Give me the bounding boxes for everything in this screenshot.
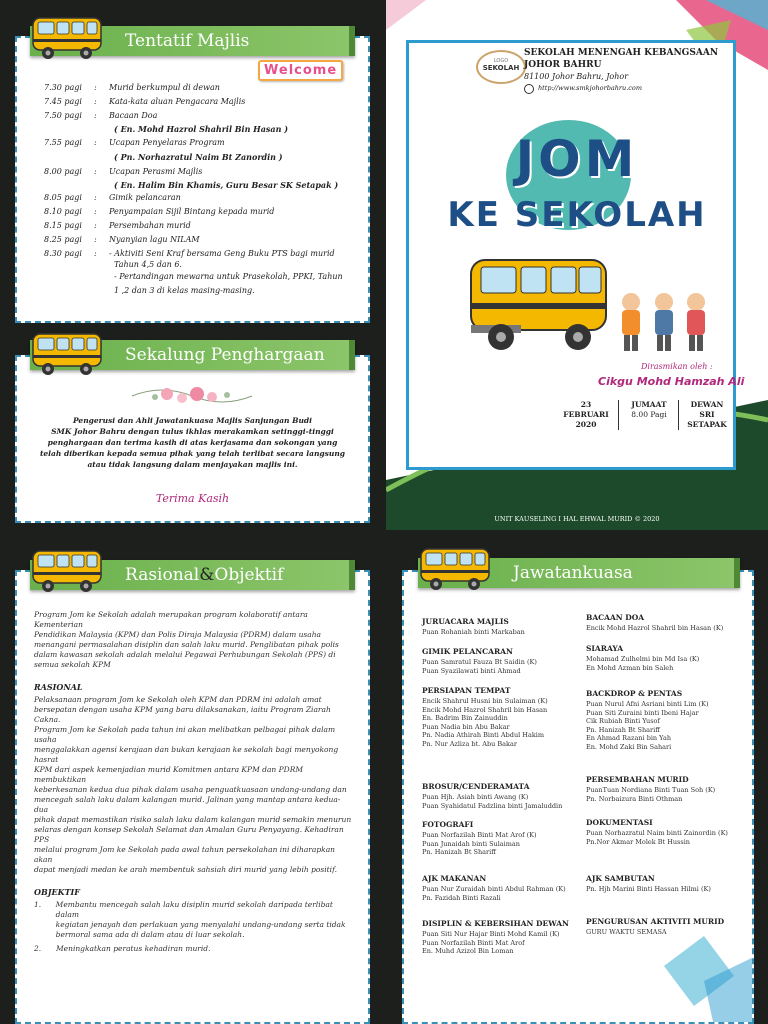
rasional-title-a: Rasional xyxy=(125,565,200,585)
intro-line: dalam kawasan sekolah adalah melalui Pegawai Perhubungan Sekolah (PPS) di xyxy=(34,650,336,659)
tentatif-extra: - Pertandingan mewarna untuk Prasekolah, PPKI, Tahun xyxy=(114,272,343,281)
objektif-num: 1. xyxy=(34,900,42,909)
rasional-line: mencegah salah laku dalam kalangan murid. Jalinan yang mantap antara kedua-dua xyxy=(34,795,341,814)
committee-member: En. Muhd Azizol Bin Loman xyxy=(422,947,514,955)
logo-bottom: SEKOLAH xyxy=(482,64,520,72)
rasional-line: bersepatan dengan usaha KPM yang baru dilaksanakan, iaitu Program Ziarah Cakna. xyxy=(34,705,331,724)
rasional-line: pihak dapat memastikan risiko salah laku dalam kalangan murid semakin menurun xyxy=(34,815,352,824)
committee-member: Puan Hjh. Asiah binti Awang (K) xyxy=(422,793,529,801)
divider-2 xyxy=(678,400,679,430)
school-logo xyxy=(476,50,526,84)
committee-member: Pn. Nur Azliza bt. Abu Bakar xyxy=(422,739,517,748)
objektif-item xyxy=(34,944,354,954)
tentatif-activity: Bacaan Doa xyxy=(109,111,158,120)
school-name-2: JOHOR BAHRU xyxy=(524,60,602,70)
penghargaan-line: Pengerusi dan Ahli Jawatankuasa Majlis Sanjungan Budi xyxy=(72,416,313,425)
tentatif-activity: Penyampaian Sijil Bintang kepada murid xyxy=(109,207,275,216)
tentatif-time: 7.55 pagi xyxy=(44,138,82,147)
committee-member: Puan Samratul Fauza Bt Saidin (K) xyxy=(422,658,537,666)
signoff: Terima Kasih xyxy=(155,492,230,505)
venue-2: SRI xyxy=(699,410,715,419)
committee-member: Puan Siti Zuraini binti Ibeni Hajar xyxy=(586,708,699,717)
tentatif-colon: : xyxy=(94,235,97,244)
intro-line: menangani permasalahan disiplin dan salah laku murid. Penglibatan pihak polis xyxy=(34,640,339,649)
bus-icon-jawatankuasa xyxy=(418,543,493,597)
headline-ke-sekolah: KE SEKOLAH xyxy=(447,195,707,235)
children-illustration xyxy=(616,290,716,359)
tentatif-activity: Murid berkumpul di dewan xyxy=(109,83,220,92)
tentatif-colon: : xyxy=(94,138,97,147)
committee-title: BACAAN DOA xyxy=(586,613,645,622)
committee-member: Puan Syazilawati binti Ahmad xyxy=(422,666,521,675)
tentatif-row xyxy=(44,97,245,106)
committee-title: SIARAYA xyxy=(586,644,624,653)
committee-title: JURUACARA MAJLIS xyxy=(422,617,509,626)
committee-member: GURU WAKTU SEMASA xyxy=(586,928,667,936)
objektif-text xyxy=(56,944,210,954)
committee-member: Pn.Nor Akmar Molek Bt Hussin xyxy=(586,837,690,846)
committee-title: PENGURUSAN AKTIVITI MURID xyxy=(586,917,725,926)
committee-member: Pn. Norbaizura Binti Othman xyxy=(586,794,683,803)
tentatif-note: ( En. Halim Bin Khamis, Guru Besar SK Setapak ) xyxy=(114,180,339,190)
weekday: JUMAAT xyxy=(631,400,667,409)
tentatif-time: 8.00 pagi xyxy=(44,167,82,176)
tentatif-row xyxy=(44,249,335,258)
divider-1 xyxy=(618,400,619,430)
committee-member: Puan Nur Zuraidah binti Abdul Rahman (K) xyxy=(422,885,566,893)
tentatif-extra: 1 ,2 dan 3 di kelas masing-masing. xyxy=(114,286,255,295)
committee-member: Puan Nadia bin Abu Bakar xyxy=(422,722,510,731)
objektif-line: bermoral sama ada di dalam atau di luar sekolah. xyxy=(55,930,245,939)
tentatif-activity: Nyanyian lagu NILAM xyxy=(109,235,200,244)
tentatif-time: 7.30 pagi xyxy=(44,83,82,92)
committee-member: Puan Syahidatul Fadzlina binti Jamaluddin xyxy=(422,801,563,810)
committee-member: Encik Shahrul Husni bin Sulaiman (K) xyxy=(422,697,548,705)
tentatif-activity: Persembahan murid xyxy=(109,221,191,230)
tentatif-activity: Ucapan Penyelaras Program xyxy=(109,138,225,147)
venue-3: SETAPAK xyxy=(687,420,727,429)
tentatif-row xyxy=(44,83,220,92)
committee-title: FOTOGRAFI xyxy=(422,820,474,829)
date-year: 2020 xyxy=(575,420,597,429)
cover-panel xyxy=(386,0,768,530)
rasional-line: Program Jom ke Sekolah pada tahun ini akan melibatkan pelbagai pihak dalam usaha xyxy=(34,725,336,744)
start-time: 8.00 Pagi xyxy=(631,410,667,419)
tentatif-row xyxy=(44,111,157,120)
committee-title: BACKDROP & PENTAS xyxy=(586,689,683,698)
rasional-title-b: Objektif xyxy=(214,565,284,585)
objektif-text xyxy=(56,900,354,940)
bus-icon-rasional xyxy=(30,545,105,599)
welcome-sign xyxy=(258,60,343,81)
tentatif-activity: Gimik pelancaran xyxy=(109,193,181,202)
committee-title: GIMIK PELANCARAN xyxy=(422,647,513,656)
committee-title: AJK MAKANAN xyxy=(422,874,487,883)
tentatif-time: 7.45 pagi xyxy=(44,97,82,106)
intro-line: Program Jom ke Sekolah adalah merupakan program kolaboratif antara Kementerian xyxy=(34,610,308,629)
committee-member: Pn. Hjh Marini Binti Hassan Hilmi (K) xyxy=(586,885,711,893)
rasional-line: Pelaksanaan program Jom ke Sekolah oleh KPM dan PDRM ini adalah amat xyxy=(34,695,322,704)
officiant-name: Cikgu Mohd Hamzah Ali xyxy=(598,375,745,388)
rasional-line: selaras dengan konsep Sekolah Selamat dan Amalan Guru Penyayang. Kehadiran PPS xyxy=(34,825,344,844)
objektif-heading: OBJEKTIF xyxy=(34,887,80,897)
penghargaan-line: penghargaan dan terima kasih di atas kerjasama dan sokongan yang xyxy=(47,438,338,447)
committee-member: Puan Norfazilah Binti Mat Arof xyxy=(422,938,525,947)
intro-line: semua sekolah KPM xyxy=(34,660,111,669)
committee-member: Puan Norhazratul Naim binti Zainordin (K) xyxy=(586,829,728,837)
tentatif-colon: : xyxy=(94,193,97,202)
tentatif-time: 8.30 pagi xyxy=(44,249,82,258)
venue-1: DEWAN xyxy=(690,400,724,409)
school-address: 81100 Johor Bahru, Johor xyxy=(524,72,629,81)
committee-member: Mohamad Zulhelmi bin Md Isa (K) xyxy=(586,655,700,663)
tentatif-row xyxy=(44,235,200,244)
committee-member: Pn. Nadia Athirah Binti Abdul Hakim xyxy=(422,731,544,739)
rasional-content xyxy=(34,610,354,958)
committee-member: En. Badrim Bin Zainuddin xyxy=(422,714,508,722)
objektif-line: Membantu mencegah salah laku disiplin murid sekolah daripada terlibat dalam xyxy=(55,900,333,919)
tentatif-time: 8.15 pagi xyxy=(44,221,82,230)
tentatif-extra: Tahun 4,5 dan 6. xyxy=(114,260,182,269)
committee-member: En Mohd Azman bin Saleh xyxy=(586,663,674,672)
tentatif-colon: : xyxy=(94,83,97,92)
floral-ornament xyxy=(127,382,257,410)
committee-member: PuanTuan Nordiana Binti Tuan Soh (K) xyxy=(586,786,716,794)
committee-title: PERSEMBAHAN MURID xyxy=(586,775,689,784)
penghargaan-line: telah diberikan kepada semua pihak yang telah terlibat secara langsung xyxy=(39,449,346,458)
tentatif-row xyxy=(44,138,225,147)
jawatankuasa-decoration xyxy=(404,936,754,1024)
tentatif-time: 8.10 pagi xyxy=(44,207,82,216)
tentatif-time: 8.25 pagi xyxy=(44,235,82,244)
objektif-line: kegiatan jenayah dan perlakuan yang menyalahi undang-undang serta tidak xyxy=(55,920,346,929)
committee-title: AJK SAMBUTAN xyxy=(586,874,655,883)
bus-icon-penghargaan xyxy=(30,328,105,382)
tentatif-colon: : xyxy=(94,207,97,216)
tentatif-note: ( Pn. Norhazratul Naim Bt Zanordin ) xyxy=(114,152,283,162)
objektif-item xyxy=(34,900,354,940)
committee-member: Pn. Hanizah Bt Shariff xyxy=(422,848,496,856)
venue-block xyxy=(682,400,732,430)
tentatif-row xyxy=(44,207,274,216)
committee-member: Puan Norfazilah Binti Mat Arof (K) xyxy=(422,831,537,839)
logo-top: LOGO xyxy=(493,58,509,64)
committee-member: Cik Rubiah Binti Yusof xyxy=(586,717,660,725)
cover-footer: UNIT KAUSELING I HAL EHWAL MURID © 2020 xyxy=(494,515,660,523)
headline-jom: JOM xyxy=(515,130,639,188)
committee-member: Puan Rohaniah binti Markaban xyxy=(422,628,525,636)
intro-line: Pendidikan Malaysia (KPM) dan Polis Diraja Malaysia (PDRM) dalam usaha xyxy=(34,630,322,639)
rasional-line: menggalakkan agensi kerajaan dan bukan kerajaan ke sekolah bagi menyokong hasrat xyxy=(34,745,339,764)
bus-icon-tentatif xyxy=(30,12,105,66)
time-block xyxy=(624,400,674,420)
committee-member: Puan Nurul Afni Asriani binti Lim (K) xyxy=(586,700,709,708)
rasional-line: dapat menjadi medan ke arah membentuk sahsiah diri murid yang lebih positif. xyxy=(34,865,337,874)
rasional-line: keberkesanan kedua dua pihak dalam usaha penguatkuasaan undang-undang dan xyxy=(34,785,347,794)
objektif-num: 2. xyxy=(34,944,42,953)
committee-title: DOKUMENTASI xyxy=(586,818,653,827)
date-month: FEBRUARI xyxy=(563,410,609,419)
school-url[interactable]: http://www.smkjohorbahru.com xyxy=(538,84,642,92)
committee-title: DISIPLIN & KEBERSIHAN DEWAN xyxy=(422,919,569,928)
date-block xyxy=(561,400,611,430)
committee-member: Encik Mohd Hazrol Shahril bin Hasan xyxy=(422,705,548,714)
welcome-text: Welcome xyxy=(264,63,338,78)
committee-title: BROSUR/CENDERAMATA xyxy=(422,782,530,791)
committee-member: Pn. Fazidah Binti Razali xyxy=(422,893,501,902)
objektif-line: Meningkatkan peratus kehadiran murid. xyxy=(56,944,211,953)
penghargaan-title: Sekalung Penghargaan xyxy=(125,345,325,365)
tentatif-time: 7.50 pagi xyxy=(44,111,82,120)
school-name-1: SEKOLAH MENENGAH KEBANGSAAN xyxy=(524,48,719,58)
jawatankuasa-panel xyxy=(402,570,754,1024)
penghargaan-text xyxy=(17,415,368,470)
tentatif-note: ( En. Mohd Hazrol Shahril Bin Hasan ) xyxy=(114,124,288,134)
committee-member: Pn. Hanizah Bt Shariff xyxy=(586,725,660,734)
tentatif-colon: : xyxy=(94,111,97,120)
rasional-line: KPM dari aspek kemenjadian murid Komitmen antara KPM dan PDRM membuktikan xyxy=(34,765,304,784)
date-day: 23 xyxy=(580,400,592,409)
tentatif-row xyxy=(44,167,202,176)
tentatif-time: 8.05 pagi xyxy=(44,193,82,202)
jawatankuasa-title: Jawatankuasa xyxy=(513,563,633,583)
committee-member: En. Mohd Zaki Bin Sahari xyxy=(586,742,672,751)
committee-member: Puan Junaidah binti Sulaiman xyxy=(422,839,520,848)
committee-title: PERSIAPAN TEMPAT xyxy=(422,686,511,695)
tentatif-activity: - Aktiviti Seni Kraf bersama Geng Buku PTS bagi murid xyxy=(109,249,335,258)
committee-member: Encik Mohd Hazrol Shahril bin Hasan (K) xyxy=(586,624,724,632)
penghargaan-line: atau tidak langsung dalam menjayakan majlis ini. xyxy=(87,460,298,469)
tentatif-activity: Ucapan Perasmi Majlis xyxy=(109,167,203,176)
tentatif-row xyxy=(44,193,181,202)
officiated-by: Dirasmikan oleh : xyxy=(641,362,713,371)
rasional-line: melalui program Jom ke Sekolah pada awal tahun persekolahan ini diharapkan akan xyxy=(34,845,336,864)
committee-member: Puan Siti Nur Hajar Binti Mohd Kamil (K) xyxy=(422,930,560,938)
tentatif-colon: : xyxy=(94,167,97,176)
tentatif-activity: Kata-kata aluan Pengacara Majlis xyxy=(109,97,246,106)
rasional-title-amp: & xyxy=(199,565,215,585)
tentatif-title: Tentatif Majlis xyxy=(125,31,250,51)
tentatif-colon: : xyxy=(94,221,97,230)
rasional-heading: RASIONAL xyxy=(34,682,83,692)
rasional-panel xyxy=(15,570,370,1024)
tentatif-colon: : xyxy=(94,97,97,106)
school-bus-illustration xyxy=(466,245,616,359)
committee-member: En Ahmad Razani bin Yah xyxy=(586,734,672,742)
tentatif-row xyxy=(44,221,191,230)
globe-icon xyxy=(524,84,534,94)
penghargaan-line: SMK Johor Bahru dengan tulus ikhlas merakamkan setinggi-tinggi xyxy=(51,427,334,436)
tentatif-colon: : xyxy=(94,249,97,258)
